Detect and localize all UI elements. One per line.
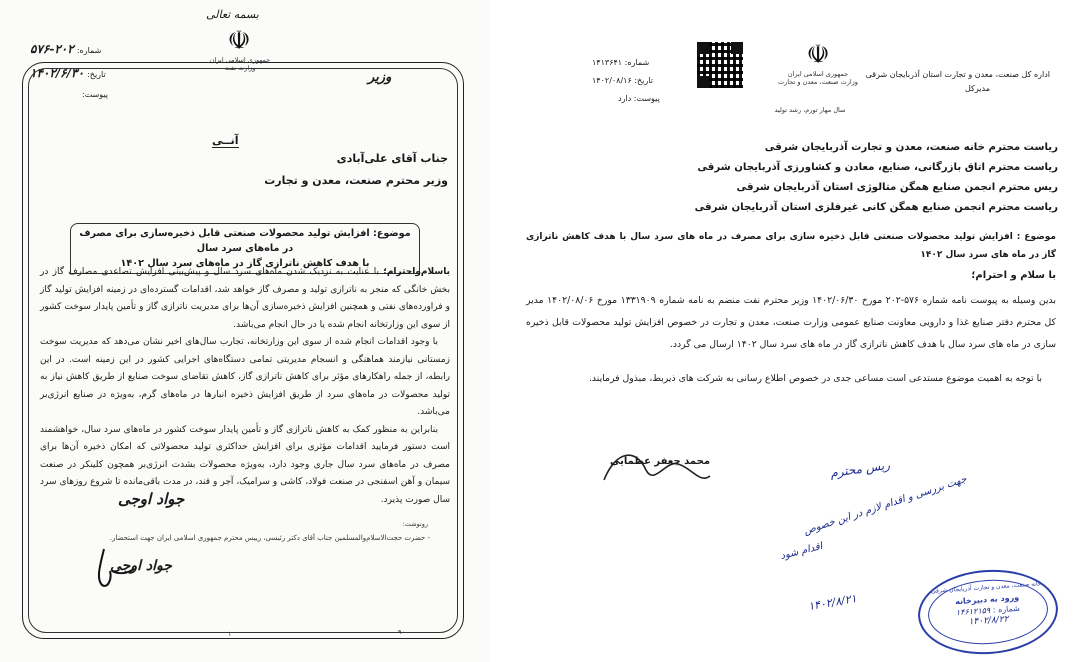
handwritten-date: ۱۴۰۲/۸/۲۱ [807, 591, 858, 614]
handwritten-note-2: جهت بررسی و اقدام لازم در این خصوص [802, 473, 969, 538]
basmala: بسمه تعالی [206, 8, 259, 21]
date-field-right [592, 76, 653, 85]
body-paragraph-1 [40, 264, 450, 334]
emblem-line1: جمهوری اسلامی ایران [787, 70, 849, 78]
para1-text: با عنایت به نزدیک شدن ماه‌های سرد سال و پیش‌بینی افزایش تصاعدی مصارف گاز در بخش خانگی که منجر به ناترازی تولید و مصرف گاز خواهد شد، اقدامات گسترده‌ای در زمینه افزایش تولید گاز و فراورده‌های نفتی و همچنین افزایش ذخیره‌سازی آن‌ها برای مدیریت ناترازی گاز و تأمین پایدار سوخت کشور از سوی این وزارتخانه انجام شده یا در حال انجام می‌باشد. [40, 267, 450, 330]
qr-code-icon [697, 42, 743, 88]
stamp-entry: ورود به دبیرخانه [954, 592, 1020, 607]
body-paragraph-2: با وجود اقدامات انجام شده از سوی این وزارتخانه، تجارب سال‌های اخیر نشان می‌دهد که مدیریت سوخت زمستانی نیازمند هماهنگی و انسجام مدیریتی تمامی دستگاه‌های اجرایی کشور در این زمینه است. در این رابطه، از جمله راهکارهای مؤثر برای کاهش ناترازی گاز، کاهش تقاضای سوخت صنایع از طریق کاهش نیاز به تولید محصولات در ماه‌های سرد از طریق افزایش ذخیره انبارها در ماه‌های گرم، به‌ویژه در صنایع انرژی‌بر می‌باشد. [40, 337, 450, 417]
iran-emblem-icon: ☫ [227, 26, 251, 56]
subject-line1: موضوع: افزایش تولید محصولات صنعتی قابل ذخیره‌سازی برای مصرف در ماه‌های سرد سال [79, 228, 411, 254]
stamp-number-row [920, 601, 1056, 619]
body-paragraph-right-1: بدین وسیله به پیوست نامه شماره ۵۷۶-۲۰۲ مورخ ۱۴۰۲/۰۶/۳۰ وزیر محترم نفت منضم به نامه شماره ۱۳۳۱۹۰۹ مورخ ۱۴۰۲/۰۸/۰۶ مدیر کل محترم دفتر صنایع غذا و دارویی معاونت صنایع عمومی وزارت صنعت، معدن و تجارت در خصوص افزایش تولید محصولات قابل ذخیره سازی در ماه های سرد سال با هدف کاهش ناترازی گاز در ماه های سرد سال ۱۴۰۲ ارسال می گردد. [526, 295, 1056, 350]
number-label-right: شماره: [624, 58, 650, 67]
signature-handwritten: جواد اوجی [110, 558, 172, 574]
minister-label: وزیر [368, 70, 392, 85]
addressee-line2: وزیر محترم صنعت، معدن و تجارت [264, 174, 448, 187]
year-slogan: سال مهار تورم، رشد تولید [774, 106, 846, 114]
attachment-label: پیوست: [82, 90, 109, 99]
number-field-right [592, 58, 649, 67]
recipient-2: ریاست محترم اتاق بازرگانی، صنایع، معادن و کشاورزی آذربایجان شرقی [697, 162, 1058, 173]
number-label: شماره: [76, 46, 102, 55]
attachment-value-right: دارد [618, 94, 632, 103]
recipient-3: ریس محترم انجمن صنایع همگن متالوژی استان آذربایجان شرقی [736, 182, 1058, 193]
left-letter [0, 0, 490, 662]
cc-label: رونوشت: [402, 520, 428, 528]
footer-mark: ۹۰ [398, 628, 405, 636]
stamp-number: ۱۴۶۱۲۱۵۹ [955, 605, 991, 618]
recipient-4: ریاست محترم انجمن صنایع همگن کانی غیرفلزی استان آذربایجان شرقی [694, 202, 1058, 213]
stamp-title: خانه صنعت، معدن و تجارت آذربایجان شرقی [930, 580, 1042, 595]
subject-right: موضوع : افزایش تولید محصولات صنعتی قابل ذخیره سازی برای مصرف در ماه های سرد سال با هدف کاهش ناترازی گاز در ماه های سرد سال ۱۴۰۲ [526, 232, 1056, 260]
org-line2: وزارت نفت [224, 64, 256, 72]
org-line1: جمهوری اسلامی ایران [209, 56, 271, 64]
date-label: تاریخ: [87, 70, 106, 79]
number-value-right: ۱۴۱۳۶۴۱ [592, 58, 623, 67]
handwritten-note-1: ریس محترم [829, 457, 891, 481]
date-label-right: تاریخ: [634, 76, 653, 85]
body-paragraph-right-2: با توجه به اهمیت موضوع مستدعی است مساعی جدی در خصوص اطلاع رسانی به شرکت های ذیربط، مبذول فرمایند. [588, 373, 1042, 384]
number-value: ۲۰۲-۵۷۶ [30, 42, 74, 56]
right-letter [500, 0, 1080, 662]
stamp-date: ۱۴۰۲/۸/۲۲ [968, 614, 1009, 628]
body-paragraph-3: بنابراین به منظور کمک به کاهش ناترازی گاز و تأمین پایدار سوخت کشور در ماه‌های سرد سال، خواهشمند است دستور فرمایید اقدامات مؤثری برای افزایش حداکثری تولید محصولاتی که امکان ذخیره آن‌ها برای مصرف در ماه‌های سرد سال جاری وجود دارد، به‌ویژه محصولات بشدت انرژی‌بر همچون کلینکر در صنعت سیمان و آهن اسفنجی در صنعت فولاد، کاشی و سرامیک، آجر و قند، در مدت باقی‌مانده تا شروع روزهای سرد سال صورت پذیرد. [40, 424, 450, 505]
subject-line2: با هدف کاهش ناترازی گاز در ماه‌های سرد سال ۱۴۰۲ [120, 258, 370, 269]
attachment-label-right: پیوست: [633, 94, 660, 103]
handwritten-note-3: اقدام شود [779, 540, 824, 563]
date-value: ۱۴۰۲/۶/۳۰ [30, 66, 84, 80]
addressee-line1: جناب آقای علی‌آبادی [336, 152, 448, 165]
greeting: باسلام‌واحترام؛ [383, 267, 450, 277]
date-value-right: ۱۴۰۲/۰۸/۱۶ [592, 76, 632, 85]
cc-line: - حضرت حجت‌الاسلام‌والمسلمین جناب آقای دکتر رئیسی، رییس محترم جمهوری اسلامی ایران جهت استحضار. [109, 534, 430, 542]
urgent-label: آنــی [212, 134, 239, 147]
attachment-field-right [618, 94, 660, 103]
entry-stamp [915, 565, 1061, 659]
iran-emblem-icon-right: ☫ [806, 40, 830, 70]
signer-name: محمد جعفر عظمایی [610, 456, 711, 467]
greeting-right: با سلام و احترام؛ [971, 270, 1056, 281]
letter-body [40, 264, 450, 509]
signature-name: جواد اوجی [118, 490, 185, 508]
number-field [30, 42, 101, 56]
signer-signature-mark [596, 440, 716, 500]
recipient-1: ریاست محترم خانه صنعت، معدن و تجارت آذربایجان شرقی [764, 142, 1058, 153]
org-sub: مدیرکل [965, 84, 990, 93]
emblem-line2: وزارت صنعت، معدن و تجارت [778, 78, 858, 86]
footer-dot: ۱ [228, 630, 232, 638]
org-name: اداره کل صنعت، معدن و تجارت استان آذربایجان شرقی [865, 70, 1050, 79]
stamp-number-label: شماره : [992, 603, 1021, 615]
